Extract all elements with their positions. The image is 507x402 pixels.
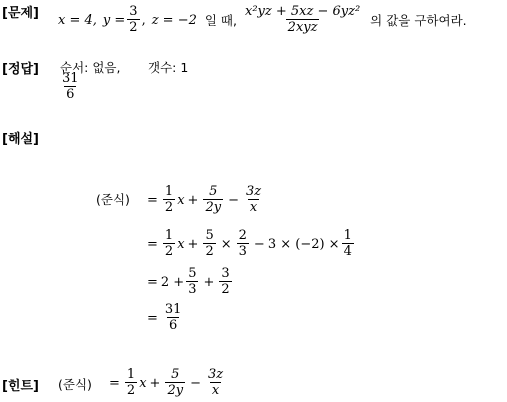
line1-term2 (203, 185, 223, 215)
line1-term2-num: 5 (209, 184, 218, 199)
line2-term5 (342, 229, 354, 259)
line4-result (163, 303, 184, 333)
hint-term1-den: 2 (126, 383, 136, 398)
solution-line-3: = 2 + $\frac{5}{3}$ + $\frac{3}{2}$ (147, 266, 230, 297)
line2-term1-var: x (177, 236, 185, 252)
hint-label: [힌트] (2, 379, 39, 394)
solution-lhs: (준식) (96, 192, 130, 207)
line3-term3-den: 2 (221, 282, 230, 297)
hint-lhs: (준식) (58, 377, 92, 392)
line4-result-num: 31 (164, 302, 182, 317)
condition-y-numerator: 3 (129, 4, 138, 19)
line2-term5-num: 1 (343, 228, 352, 243)
line2-term4: 3 × (−2) × (267, 236, 340, 252)
hint-term3 (206, 368, 225, 398)
answer-denominator: 6 (66, 87, 75, 102)
solution-line-2: = $\frac{1}{2}$ x + $\frac{5}{2}$ × $\frac{2}{3}$ − 3 × (−2) × $\frac{1}{4}$ (147, 228, 352, 259)
line1-term1-den: 2 (164, 200, 174, 215)
line1-term1-num: 1 (164, 184, 174, 199)
hint-term3-den: x (211, 383, 220, 398)
line2-term2-num: 5 (205, 228, 214, 243)
answer-count: 갯수: 1 (148, 60, 189, 75)
line3-term1: 2 + (160, 274, 185, 290)
line2-term3-num: 2 (238, 228, 247, 243)
expression-numerator: x²yz + 5xz − 6yz² (244, 4, 361, 19)
condition-suffix: 일 때, (204, 13, 237, 28)
answer-label: [정답] (2, 62, 39, 77)
hint-term1 (125, 368, 137, 398)
problem-question: 의 값을 구하여라. (370, 13, 467, 28)
line2-term3 (237, 229, 249, 259)
answer-order: 순서: 없음, (60, 60, 121, 75)
hint-term1-num: 1 (126, 367, 136, 382)
line1-term3-den: x (249, 200, 258, 215)
line1-term1 (163, 185, 175, 215)
line1-term3-num: 3z (245, 184, 262, 199)
condition-y-lhs: y = (102, 12, 126, 28)
hint-term3-num: 3z (207, 367, 224, 382)
hint-term2 (165, 368, 185, 398)
line2-term1 (163, 229, 175, 259)
answer-numerator: 31 (62, 71, 79, 86)
line3-term3 (219, 267, 231, 297)
line2-term5-den: 4 (343, 244, 352, 259)
line2-term2-den: 2 (205, 244, 214, 259)
line2-term1-num: 1 (164, 228, 174, 243)
expression-denominator: 2xyz (287, 20, 318, 35)
problem-expression (243, 5, 362, 35)
condition-y-fraction (127, 5, 139, 35)
line1-term1-var: x (177, 192, 185, 208)
condition-y-denominator: 2 (129, 20, 138, 35)
solution-line-1: = $\frac{1}{2}$ x + $\frac{5}{2y}$ − $\frac{3z}{x}$ (147, 184, 262, 215)
hint-term1-var: x (139, 375, 147, 391)
condition-z: z = −2 (151, 12, 197, 28)
condition-x: x = 4, (58, 12, 97, 28)
line1-term3 (244, 185, 263, 215)
solution-label: [해설] (2, 132, 39, 147)
line3-term2-den: 3 (188, 282, 197, 297)
answer-fraction (60, 72, 81, 102)
solution-line-4: = $\frac{31}{6}$ (147, 302, 182, 333)
hint-term2-num: 5 (171, 367, 180, 382)
line3-term3-num: 3 (221, 266, 230, 281)
line2-term3-den: 3 (238, 244, 247, 259)
line4-result-den: 6 (169, 318, 178, 333)
line1-term2-den: 2y (205, 200, 222, 215)
problem-statement: x = 4, y = $\frac{3}{2}$ , z = −2 일 때, $\frac{\text{x²yz + 5xz − 6yz²}}{\text{2xyz}}$ 의 값을 구하여라. (58, 4, 467, 35)
line3-term2-num: 5 (188, 266, 197, 281)
hint-term2-den: 2y (167, 383, 184, 398)
answer-value (58, 72, 83, 102)
line2-term2 (203, 229, 215, 259)
problem-label: [문제] (2, 6, 39, 21)
line2-term1-den: 2 (164, 244, 174, 259)
hint-expression: = $\frac{1}{2}$ x + $\frac{5}{2y}$ − $\frac{3z}{x}$ (109, 367, 224, 398)
line3-term2 (186, 267, 198, 297)
